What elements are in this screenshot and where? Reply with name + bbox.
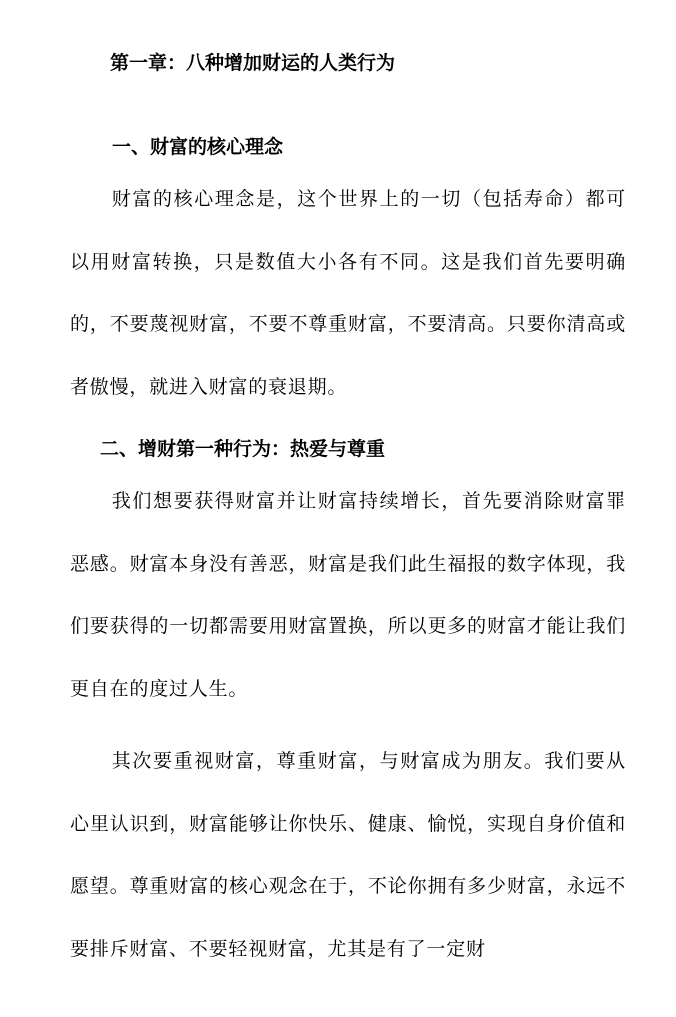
chapter-title: 第一章：八种增加财运的人类行为 — [110, 52, 396, 74]
paragraph: 我们想要获得财富并让财富持续增长，首先要消除财富罪恶感。财富本身没有善恶，财富是我们此生福报的数字体现，我们要获得的一切都需要用财富置换，所以更多的财富才能让我们更自在的度过人生。 — [70, 490, 626, 700]
paragraph: 财富的核心理念是，这个世界上的一切（包括寿命）都可以用财富转换，只是数值大小各有不同。这是我们首先要明确的，不要蔑视财富，不要不尊重财富，不要清高。只要你清高或者傲慢，就进入财富的衰退期。 — [70, 188, 626, 398]
section-heading-2: 二、增财第一种行为：热爱与尊重 — [100, 438, 386, 460]
paragraph: 其次要重视财富，尊重财富，与财富成为朋友。我们要从心里认识到，财富能够让你快乐、健康、愉悦，实现自身价值和愿望。尊重财富的核心观念在于，不论你拥有多少财富，永远不要排斥财富、不要轻视财富，尤其是有了一定财 — [70, 750, 626, 960]
section-heading-1: 一、财富的核心理念 — [112, 136, 284, 158]
